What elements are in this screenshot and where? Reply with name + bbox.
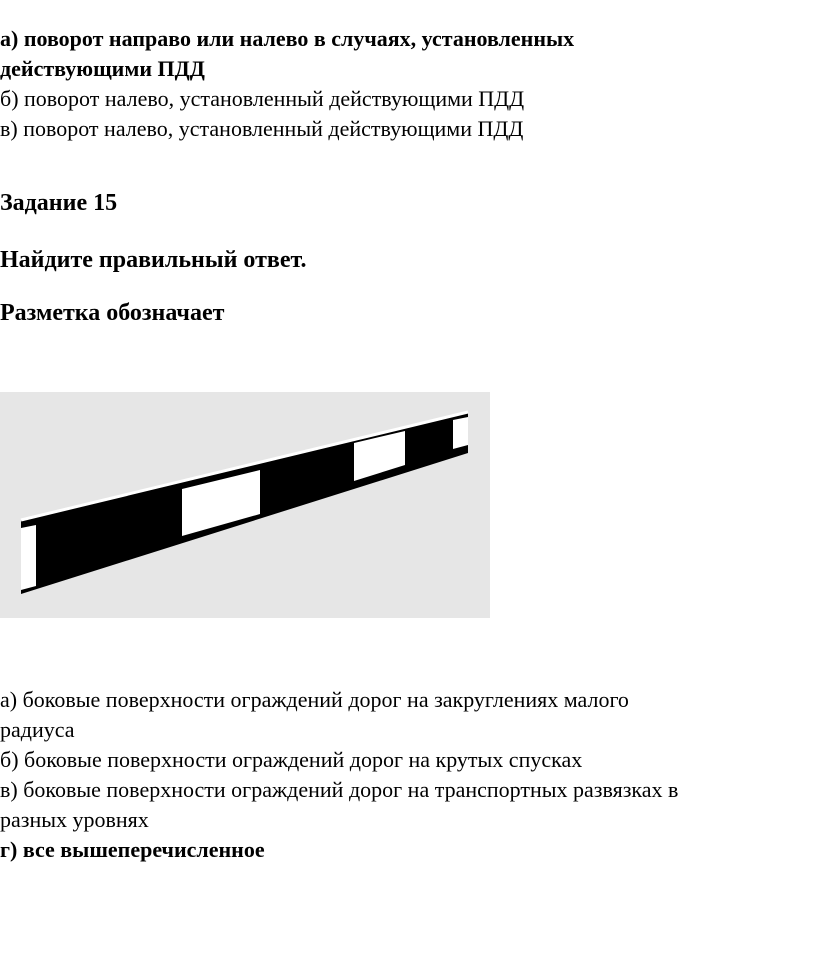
answer-v-line1: в) боковые поверхности ограждений дорог на транспортных развязках в [0,777,679,802]
answer-a-line2: радиуса [0,717,75,742]
marking-white-segment-1 [21,525,36,590]
answer-b: б) боковые поверхности ограждений дорог на крутых спусках [0,747,583,772]
marking-white-segment-4 [453,417,468,449]
road-marking-figure [0,392,490,618]
road-marking-illustration [0,392,490,618]
previous-option-v: в) поворот налево, установленный действующими ПДД [0,116,524,141]
task-title: Задание 15 [0,190,118,216]
task-instruction: Найдите правильный ответ. [0,247,307,273]
previous-option-a-line1: а) поворот направо или налево в случаях, установленных [0,26,575,51]
previous-option-a-line2: действующими ПДД [0,56,205,81]
previous-option-b: б) поворот налево, установленный действующими ПДД [0,86,525,111]
task-question: Разметка обозначает [0,300,225,326]
answer-v-line2: разных уровнях [0,807,149,832]
answer-a-line1: а) боковые поверхности ограждений дорог на закруглениях малого [0,687,629,712]
answer-g: г) все вышеперечисленное [0,837,265,862]
